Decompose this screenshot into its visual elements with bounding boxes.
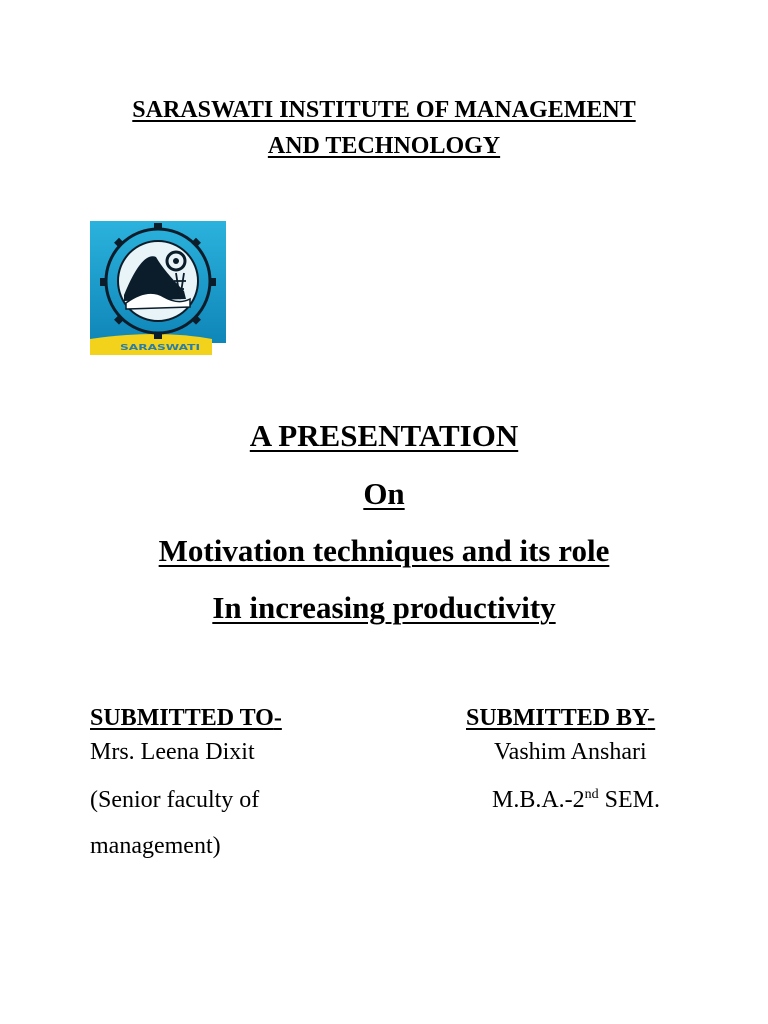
submitted-by-label: SUBMITTED BY- bbox=[466, 705, 656, 731]
submitted-to-desc-line2: management) bbox=[90, 833, 221, 859]
submitted-by-course: M.B.A.-2nd SEM. bbox=[492, 787, 661, 813]
presentation-topic-line2: In increasing productivity bbox=[212, 590, 556, 625]
institute-name-line1: SARASWATI INSTITUTE OF MANAGEMENT bbox=[132, 97, 636, 123]
institute-name-line2: AND TECHNOLOGY bbox=[267, 133, 501, 159]
logo-band-text: SARASWATI bbox=[120, 343, 201, 352]
presentation-on: On bbox=[363, 476, 405, 511]
submitted-by-name: Vashim Anshari bbox=[494, 739, 647, 765]
institute-logo bbox=[90, 221, 226, 355]
submitted-to-name: Mrs. Leena Dixit bbox=[90, 739, 255, 765]
submitted-to-label: SUBMITTED TO- bbox=[90, 705, 282, 731]
institute-name bbox=[0, 92, 768, 164]
presentation-topic-line1: Motivation techniques and its role bbox=[158, 533, 610, 568]
submitted-to-desc-line1: (Senior faculty of bbox=[90, 787, 260, 813]
presentation-title: A PRESENTATION bbox=[249, 418, 519, 453]
